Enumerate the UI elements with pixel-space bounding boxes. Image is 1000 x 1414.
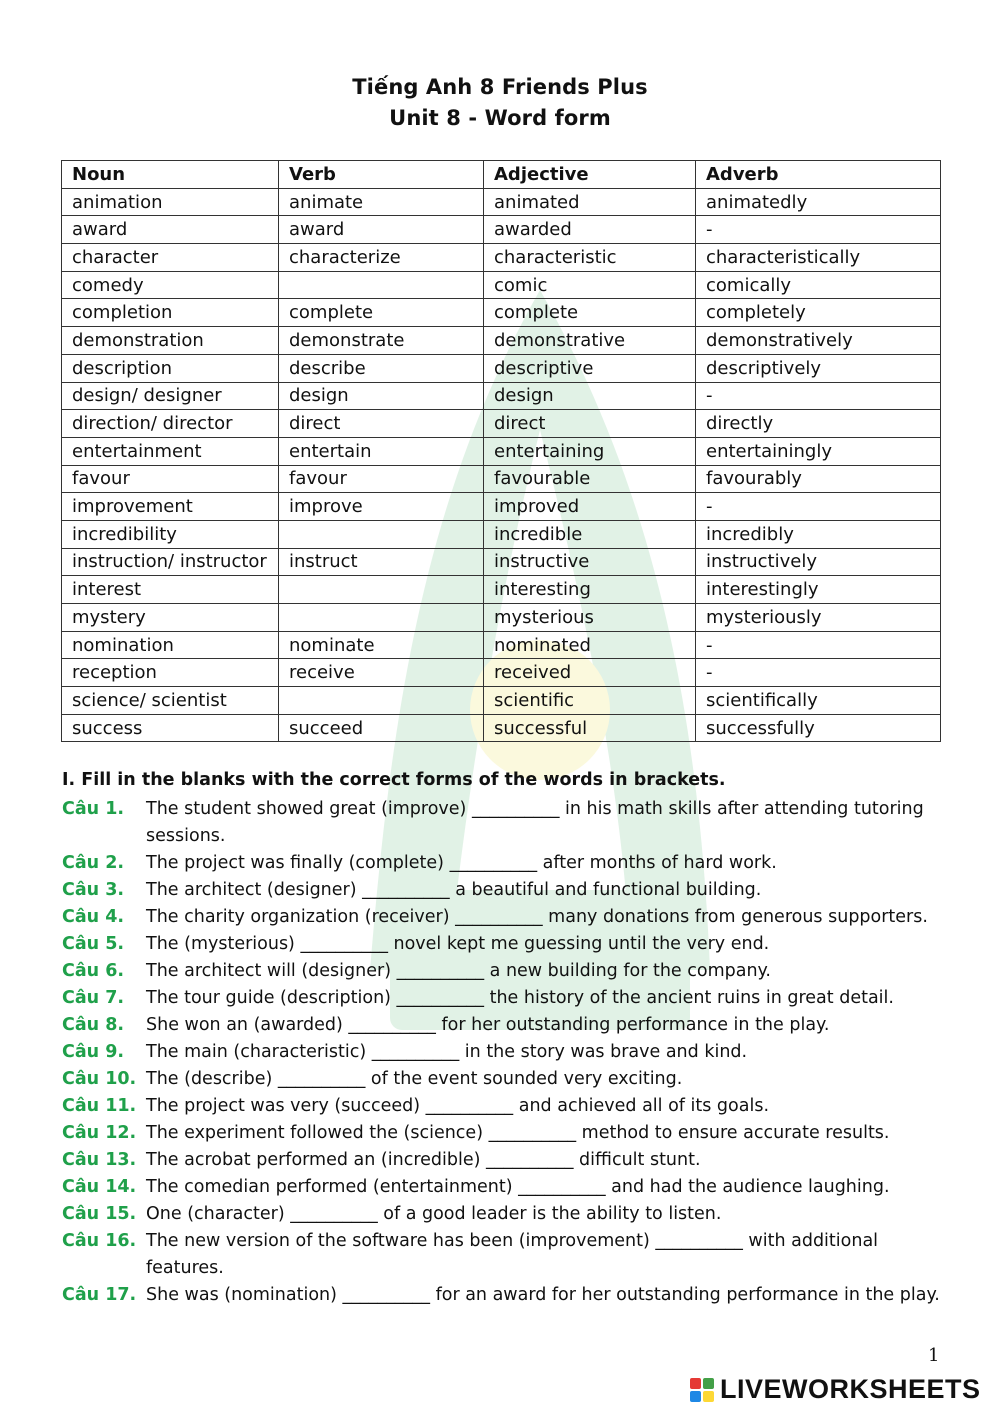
question-text: The main (characteristic) __________ in the story was brave and kind. bbox=[146, 1042, 748, 1062]
cell-adverb: comically bbox=[696, 271, 941, 299]
question-number: Câu 15. bbox=[62, 1204, 137, 1224]
question-item bbox=[62, 1147, 942, 1174]
logo-square bbox=[703, 1378, 714, 1389]
cell-noun: demonstration bbox=[62, 327, 279, 355]
cell-noun: animation bbox=[62, 188, 279, 216]
question-item bbox=[62, 1174, 942, 1201]
table-row bbox=[62, 188, 941, 216]
question-number: Câu 1. bbox=[62, 799, 125, 819]
cell-verb: receive bbox=[279, 659, 484, 687]
question-item bbox=[62, 1066, 942, 1093]
question-text: The (describe) __________ of the event sounded very exciting. bbox=[146, 1069, 683, 1089]
question-number: Câu 4. bbox=[62, 907, 125, 927]
question-item bbox=[62, 796, 942, 850]
cell-adverb: characteristically bbox=[696, 244, 941, 272]
cell-adjective: design bbox=[484, 382, 696, 410]
question-number: Câu 17. bbox=[62, 1285, 137, 1305]
cell-noun: design/ designer bbox=[62, 382, 279, 410]
cell-noun: nomination bbox=[62, 631, 279, 659]
question-number: Câu 8. bbox=[62, 1015, 125, 1035]
table-row bbox=[62, 382, 941, 410]
cell-adverb: - bbox=[696, 493, 941, 521]
question-item bbox=[62, 1012, 942, 1039]
question-number: Câu 7. bbox=[62, 988, 125, 1008]
question-item bbox=[62, 1093, 942, 1120]
question-text: The comedian performed (entertainment) __________ and had the audience laughing. bbox=[146, 1177, 890, 1197]
liveworksheets-logo-icon bbox=[690, 1378, 714, 1402]
brand-text: LIVEWORKSHEETS bbox=[720, 1374, 981, 1404]
exercise-instruction: I. Fill in the blanks with the correct forms of the words in brackets. bbox=[62, 770, 726, 790]
cell-adjective: comic bbox=[484, 271, 696, 299]
question-number: Câu 14. bbox=[62, 1177, 137, 1197]
cell-adverb: entertainingly bbox=[696, 437, 941, 465]
cell-adverb: completely bbox=[696, 299, 941, 327]
cell-adverb: - bbox=[696, 659, 941, 687]
question-text: The architect will (designer) __________ a new building for the company. bbox=[146, 961, 771, 981]
cell-verb: animate bbox=[279, 188, 484, 216]
question-item bbox=[62, 931, 942, 958]
cell-adjective: scientific bbox=[484, 687, 696, 715]
header-noun: Noun bbox=[62, 161, 279, 189]
table-row bbox=[62, 354, 941, 382]
cell-verb: complete bbox=[279, 299, 484, 327]
question-text: The charity organization (receiver) __________ many donations from generous supporters. bbox=[146, 907, 928, 927]
cell-verb bbox=[279, 271, 484, 299]
question-text: The project was finally (complete) __________ after months of hard work. bbox=[146, 853, 777, 873]
table-row bbox=[62, 437, 941, 465]
question-item bbox=[62, 1039, 942, 1066]
table-row bbox=[62, 465, 941, 493]
cell-verb: describe bbox=[279, 354, 484, 382]
table-row bbox=[62, 714, 941, 742]
table-row bbox=[62, 631, 941, 659]
header-verb: Verb bbox=[279, 161, 484, 189]
table-row bbox=[62, 299, 941, 327]
cell-adverb: successfully bbox=[696, 714, 941, 742]
cell-noun: interest bbox=[62, 576, 279, 604]
table-row bbox=[62, 520, 941, 548]
question-text: The new version of the software has been (improvement) __________ with additional features. bbox=[146, 1231, 879, 1278]
cell-noun: completion bbox=[62, 299, 279, 327]
table-row bbox=[62, 548, 941, 576]
cell-adjective: complete bbox=[484, 299, 696, 327]
table-header-row bbox=[62, 161, 941, 189]
cell-noun: entertainment bbox=[62, 437, 279, 465]
logo-square bbox=[703, 1391, 714, 1402]
table-row bbox=[62, 493, 941, 521]
cell-verb: demonstrate bbox=[279, 327, 484, 355]
cell-verb bbox=[279, 520, 484, 548]
cell-adjective: received bbox=[484, 659, 696, 687]
logo-square bbox=[690, 1391, 701, 1402]
cell-adjective: animated bbox=[484, 188, 696, 216]
cell-noun: improvement bbox=[62, 493, 279, 521]
question-item bbox=[62, 1282, 942, 1309]
cell-adverb: instructively bbox=[696, 548, 941, 576]
cell-noun: science/ scientist bbox=[62, 687, 279, 715]
cell-adverb: - bbox=[696, 382, 941, 410]
cell-adjective: entertaining bbox=[484, 437, 696, 465]
table-row bbox=[62, 271, 941, 299]
cell-adverb: mysteriously bbox=[696, 604, 941, 632]
cell-verb: entertain bbox=[279, 437, 484, 465]
question-item bbox=[62, 1120, 942, 1147]
cell-verb: improve bbox=[279, 493, 484, 521]
cell-noun: direction/ director bbox=[62, 410, 279, 438]
question-number: Câu 5. bbox=[62, 934, 125, 954]
question-number: Câu 3. bbox=[62, 880, 125, 900]
question-number: Câu 6. bbox=[62, 961, 125, 981]
table-row bbox=[62, 327, 941, 355]
question-number: Câu 16. bbox=[62, 1231, 137, 1251]
table-row bbox=[62, 659, 941, 687]
question-text: One (character) __________ of a good leader is the ability to listen. bbox=[146, 1204, 722, 1224]
question-number: Câu 10. bbox=[62, 1069, 137, 1089]
question-text: The architect (designer) __________ a beautiful and functional building. bbox=[146, 880, 762, 900]
cell-adjective: characteristic bbox=[484, 244, 696, 272]
question-item bbox=[62, 958, 942, 985]
cell-verb: succeed bbox=[279, 714, 484, 742]
cell-adverb: interestingly bbox=[696, 576, 941, 604]
question-number: Câu 2. bbox=[62, 853, 125, 873]
cell-adjective: direct bbox=[484, 410, 696, 438]
page-number: 1 bbox=[928, 1345, 940, 1366]
cell-adjective: nominated bbox=[484, 631, 696, 659]
cell-verb bbox=[279, 604, 484, 632]
table-row bbox=[62, 410, 941, 438]
question-item bbox=[62, 1228, 942, 1282]
cell-verb: characterize bbox=[279, 244, 484, 272]
question-text: The tour guide (description) __________ the history of the ancient ruins in great detail. bbox=[146, 988, 894, 1008]
cell-verb: design bbox=[279, 382, 484, 410]
question-item bbox=[62, 850, 942, 877]
question-item bbox=[62, 985, 942, 1012]
cell-adjective: successful bbox=[484, 714, 696, 742]
document-subtitle: Unit 8 - Word form bbox=[389, 106, 611, 130]
table-row bbox=[62, 687, 941, 715]
cell-noun: comedy bbox=[62, 271, 279, 299]
cell-adverb: incredibly bbox=[696, 520, 941, 548]
word-form-table bbox=[61, 160, 941, 742]
question-text: She was (nomination) __________ for an award for her outstanding performance in the play. bbox=[146, 1285, 940, 1305]
question-text: The student showed great (improve) __________ in his math skills after attending tutoring sessions. bbox=[146, 799, 924, 846]
cell-noun: mystery bbox=[62, 604, 279, 632]
question-number: Câu 13. bbox=[62, 1150, 137, 1170]
question-list bbox=[62, 796, 942, 1309]
cell-adjective: incredible bbox=[484, 520, 696, 548]
header-adverb: Adverb bbox=[696, 161, 941, 189]
cell-adverb: directly bbox=[696, 410, 941, 438]
question-text: The acrobat performed an (incredible) __________ difficult stunt. bbox=[146, 1150, 701, 1170]
cell-adjective: descriptive bbox=[484, 354, 696, 382]
cell-verb: instruct bbox=[279, 548, 484, 576]
cell-noun: incredibility bbox=[62, 520, 279, 548]
cell-adverb: - bbox=[696, 631, 941, 659]
question-text: The experiment followed the (science) __________ method to ensure accurate results. bbox=[146, 1123, 890, 1143]
cell-adjective: improved bbox=[484, 493, 696, 521]
cell-adverb: animatedly bbox=[696, 188, 941, 216]
cell-verb bbox=[279, 687, 484, 715]
cell-adjective: demonstrative bbox=[484, 327, 696, 355]
table-row bbox=[62, 604, 941, 632]
question-number: Câu 12. bbox=[62, 1123, 137, 1143]
question-text: The (mysterious) __________ novel kept me guessing until the very end. bbox=[146, 934, 770, 954]
cell-verb: favour bbox=[279, 465, 484, 493]
cell-noun: instruction/ instructor bbox=[62, 548, 279, 576]
cell-adjective: mysterious bbox=[484, 604, 696, 632]
table-row bbox=[62, 576, 941, 604]
cell-verb bbox=[279, 576, 484, 604]
question-item bbox=[62, 904, 942, 931]
cell-noun: success bbox=[62, 714, 279, 742]
question-text: The project was very (succeed) __________ and achieved all of its goals. bbox=[146, 1096, 770, 1116]
cell-verb: nominate bbox=[279, 631, 484, 659]
document-title: Tiếng Anh 8 Friends Plus bbox=[352, 75, 648, 99]
cell-adverb: demonstratively bbox=[696, 327, 941, 355]
cell-adverb: scientifically bbox=[696, 687, 941, 715]
cell-adverb: favourably bbox=[696, 465, 941, 493]
cell-adjective: favourable bbox=[484, 465, 696, 493]
question-number: Câu 11. bbox=[62, 1096, 137, 1116]
cell-noun: description bbox=[62, 354, 279, 382]
cell-noun: character bbox=[62, 244, 279, 272]
table-row bbox=[62, 244, 941, 272]
cell-noun: award bbox=[62, 216, 279, 244]
liveworksheets-brand bbox=[690, 1374, 981, 1405]
cell-adjective: instructive bbox=[484, 548, 696, 576]
cell-adjective: awarded bbox=[484, 216, 696, 244]
cell-adverb: - bbox=[696, 216, 941, 244]
question-item bbox=[62, 877, 942, 904]
cell-adjective: interesting bbox=[484, 576, 696, 604]
cell-noun: favour bbox=[62, 465, 279, 493]
cell-adverb: descriptively bbox=[696, 354, 941, 382]
question-item bbox=[62, 1201, 942, 1228]
cell-verb: direct bbox=[279, 410, 484, 438]
table-row bbox=[62, 216, 941, 244]
question-text: She won an (awarded) __________ for her outstanding performance in the play. bbox=[146, 1015, 830, 1035]
header-adjective: Adjective bbox=[484, 161, 696, 189]
cell-noun: reception bbox=[62, 659, 279, 687]
question-number: Câu 9. bbox=[62, 1042, 125, 1062]
cell-verb: award bbox=[279, 216, 484, 244]
logo-square bbox=[690, 1378, 701, 1389]
